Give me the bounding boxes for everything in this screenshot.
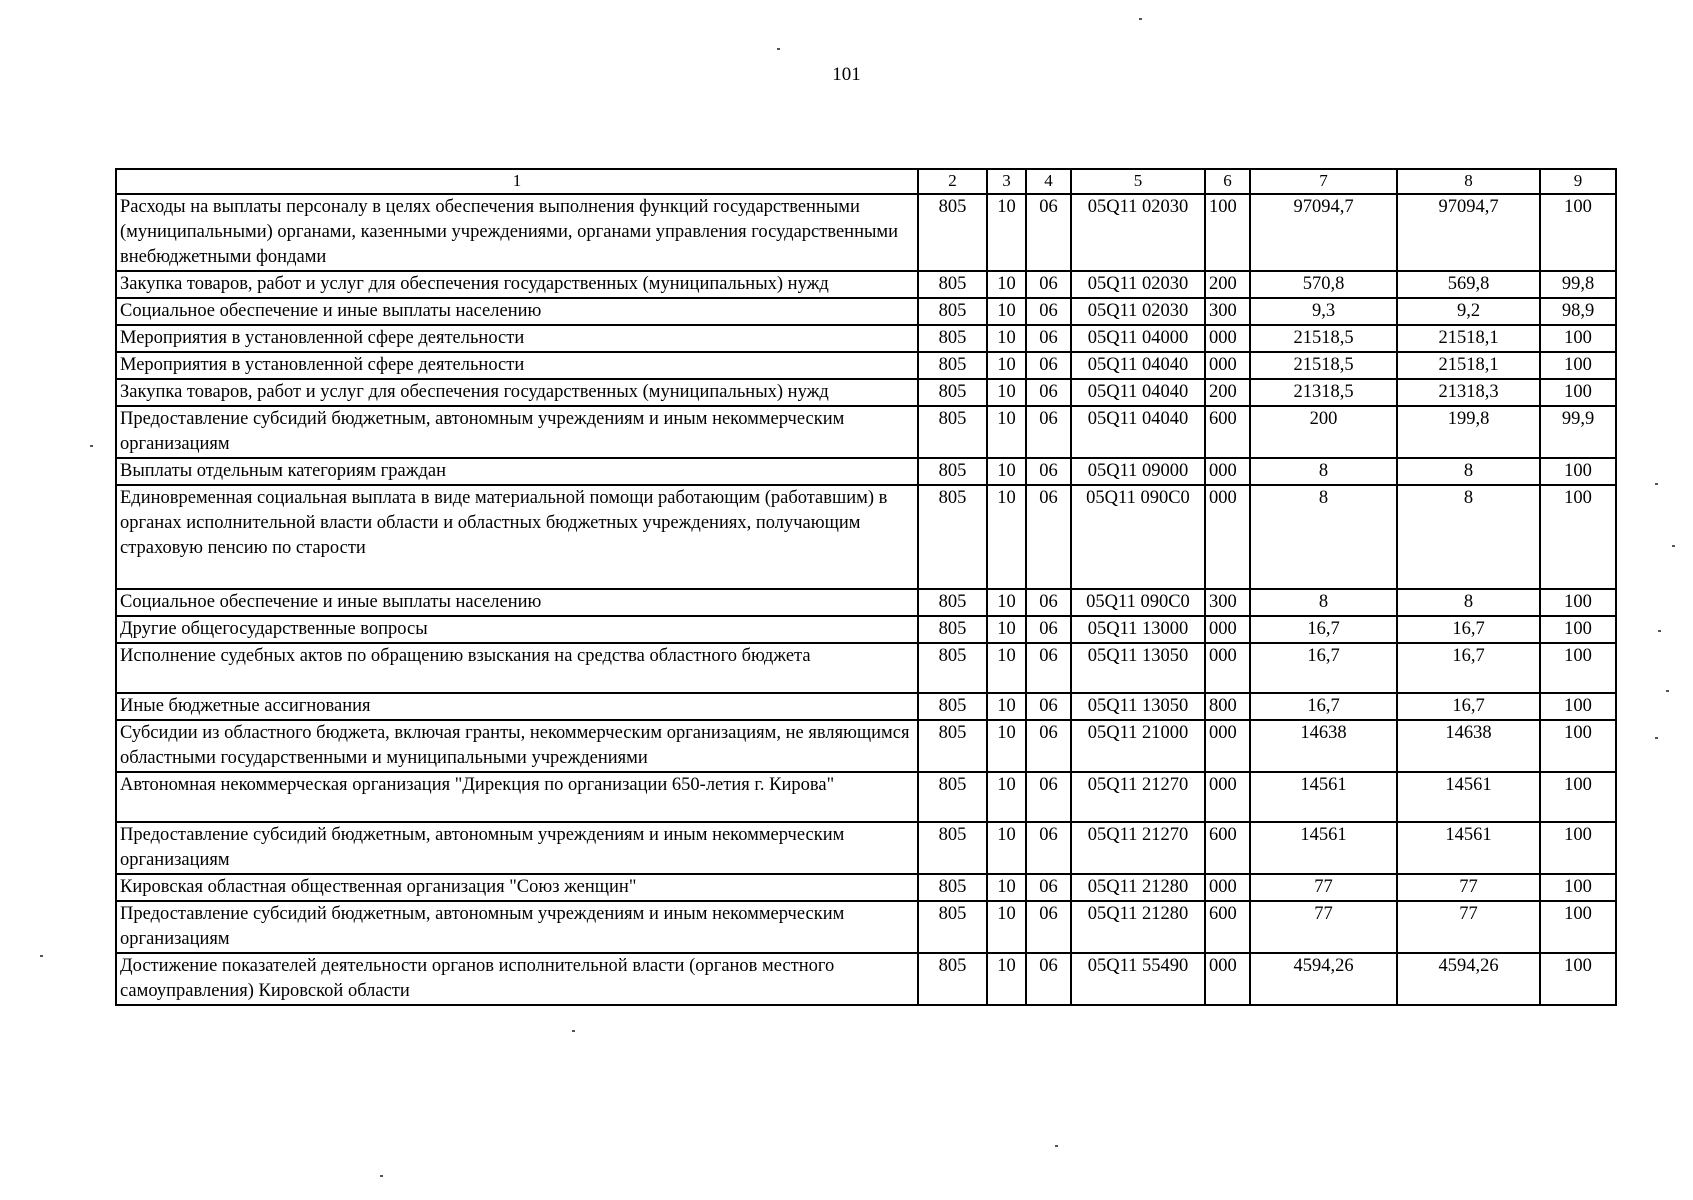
target-article-code-cell: 05Q11 13050 — [1071, 643, 1205, 693]
subsection-code-cell: 06 — [1026, 458, 1071, 485]
item-name-cell: Расходы на выплаты персоналу в целях обеспечения выполнения функций государственными (муниципальными) органами, казенными учреждениями, органами управления государственными внебюджетными фондами — [116, 194, 918, 271]
section-code-cell: 10 — [987, 693, 1026, 720]
executed-amount-cell: 199,8 — [1397, 406, 1540, 458]
section-code-cell: 10 — [987, 271, 1026, 298]
subsection-code-cell: 06 — [1026, 643, 1071, 693]
execution-percent-cell: 99,9 — [1540, 406, 1616, 458]
expense-type-code-cell: 000 — [1205, 643, 1250, 693]
scan-speck — [1655, 483, 1658, 485]
header-cell: 4 — [1026, 169, 1071, 194]
item-name-cell: Закупка товаров, работ и услуг для обеспечения государственных (муниципальных) нужд — [116, 379, 918, 406]
executed-amount-cell: 4594,26 — [1397, 953, 1540, 1005]
expense-type-code-cell: 600 — [1205, 901, 1250, 953]
subsection-code-cell: 06 — [1026, 379, 1071, 406]
planned-amount-cell: 9,3 — [1250, 298, 1397, 325]
header-cell: 6 — [1205, 169, 1250, 194]
execution-percent-cell: 100 — [1540, 693, 1616, 720]
page-number: 101 — [832, 64, 861, 85]
item-name-cell: Автономная некоммерческая организация "Дирекция по организации 650-летия г. Кирова" — [116, 772, 918, 822]
expense-type-code-cell: 300 — [1205, 298, 1250, 325]
subsection-code-cell: 06 — [1026, 589, 1071, 616]
expense-type-code-cell: 800 — [1205, 693, 1250, 720]
expense-type-code-cell: 000 — [1205, 485, 1250, 589]
kvsr-code-cell: 805 — [918, 379, 987, 406]
scan-speck — [1658, 630, 1661, 632]
target-article-code-cell: 05Q11 09000 — [1071, 458, 1205, 485]
executed-amount-cell: 14561 — [1397, 822, 1540, 874]
executed-amount-cell: 16,7 — [1397, 693, 1540, 720]
section-code-cell: 10 — [987, 298, 1026, 325]
expense-type-code-cell: 000 — [1205, 874, 1250, 901]
scan-speck — [40, 955, 43, 957]
planned-amount-cell: 570,8 — [1250, 271, 1397, 298]
section-code-cell: 10 — [987, 485, 1026, 589]
expense-type-code-cell: 000 — [1205, 458, 1250, 485]
item-name-cell: Социальное обеспечение и иные выплаты населению — [116, 589, 918, 616]
kvsr-code-cell: 805 — [918, 874, 987, 901]
table-row — [116, 485, 1616, 589]
target-article-code-cell: 05Q11 13050 — [1071, 693, 1205, 720]
table-row — [116, 271, 1616, 298]
execution-percent-cell: 100 — [1540, 720, 1616, 772]
execution-percent-cell: 100 — [1540, 953, 1616, 1005]
table-row — [116, 406, 1616, 458]
item-name-cell: Кировская областная общественная организация "Союз женщин" — [116, 874, 918, 901]
budget-table — [115, 168, 1617, 1006]
item-name-cell: Иные бюджетные ассигнования — [116, 693, 918, 720]
table-row — [116, 298, 1616, 325]
executed-amount-cell: 77 — [1397, 874, 1540, 901]
planned-amount-cell: 77 — [1250, 874, 1397, 901]
kvsr-code-cell: 805 — [918, 325, 987, 352]
kvsr-code-cell: 805 — [918, 616, 987, 643]
kvsr-code-cell: 805 — [918, 458, 987, 485]
planned-amount-cell: 14561 — [1250, 822, 1397, 874]
table-row — [116, 693, 1616, 720]
table-row — [116, 720, 1616, 772]
executed-amount-cell: 14561 — [1397, 772, 1540, 822]
header-cell: 8 — [1397, 169, 1540, 194]
header-cell: 9 — [1540, 169, 1616, 194]
target-article-code-cell: 05Q11 090C0 — [1071, 485, 1205, 589]
table-row — [116, 589, 1616, 616]
item-name-cell: Мероприятия в установленной сфере деятельности — [116, 352, 918, 379]
expense-type-code-cell: 000 — [1205, 352, 1250, 379]
executed-amount-cell: 8 — [1397, 485, 1540, 589]
planned-amount-cell: 97094,7 — [1250, 194, 1397, 271]
expense-type-code-cell: 000 — [1205, 720, 1250, 772]
table-row — [116, 643, 1616, 693]
executed-amount-cell: 16,7 — [1397, 616, 1540, 643]
target-article-code-cell: 05Q11 21270 — [1071, 772, 1205, 822]
planned-amount-cell: 8 — [1250, 589, 1397, 616]
target-article-code-cell: 05Q11 02030 — [1071, 194, 1205, 271]
section-code-cell: 10 — [987, 772, 1026, 822]
table-row — [116, 822, 1616, 874]
planned-amount-cell: 14561 — [1250, 772, 1397, 822]
subsection-code-cell: 06 — [1026, 772, 1071, 822]
execution-percent-cell: 98,9 — [1540, 298, 1616, 325]
target-article-code-cell: 05Q11 04040 — [1071, 406, 1205, 458]
planned-amount-cell: 21518,5 — [1250, 325, 1397, 352]
executed-amount-cell: 14638 — [1397, 720, 1540, 772]
target-article-code-cell: 05Q11 13000 — [1071, 616, 1205, 643]
table-row — [116, 901, 1616, 953]
kvsr-code-cell: 805 — [918, 194, 987, 271]
kvsr-code-cell: 805 — [918, 352, 987, 379]
execution-percent-cell: 100 — [1540, 458, 1616, 485]
subsection-code-cell: 06 — [1026, 720, 1071, 772]
target-article-code-cell: 05Q11 04000 — [1071, 325, 1205, 352]
execution-percent-cell: 100 — [1540, 485, 1616, 589]
section-code-cell: 10 — [987, 458, 1026, 485]
executed-amount-cell: 569,8 — [1397, 271, 1540, 298]
subsection-code-cell: 06 — [1026, 325, 1071, 352]
planned-amount-cell: 8 — [1250, 458, 1397, 485]
scan-speck — [1055, 1145, 1058, 1147]
expense-type-code-cell: 600 — [1205, 822, 1250, 874]
subsection-code-cell: 06 — [1026, 271, 1071, 298]
section-code-cell: 10 — [987, 643, 1026, 693]
subsection-code-cell: 06 — [1026, 693, 1071, 720]
execution-percent-cell: 100 — [1540, 616, 1616, 643]
kvsr-code-cell: 805 — [918, 643, 987, 693]
target-article-code-cell: 05Q11 04040 — [1071, 379, 1205, 406]
table-row — [116, 352, 1616, 379]
subsection-code-cell: 06 — [1026, 822, 1071, 874]
item-name-cell: Достижение показателей деятельности органов исполнительной власти (органов местного самоуправления) Кировской области — [116, 953, 918, 1005]
planned-amount-cell: 16,7 — [1250, 643, 1397, 693]
header-cell: 5 — [1071, 169, 1205, 194]
planned-amount-cell: 16,7 — [1250, 616, 1397, 643]
section-code-cell: 10 — [987, 874, 1026, 901]
table-body — [116, 194, 1616, 1005]
item-name-cell: Субсидии из областного бюджета, включая гранты, некоммерческим организациям, не являющимся областными государственными и муниципальными учреждениями — [116, 720, 918, 772]
kvsr-code-cell: 805 — [918, 271, 987, 298]
planned-amount-cell: 8 — [1250, 485, 1397, 589]
expense-type-code-cell: 600 — [1205, 406, 1250, 458]
section-code-cell: 10 — [987, 379, 1026, 406]
execution-percent-cell: 100 — [1540, 822, 1616, 874]
subsection-code-cell: 06 — [1026, 874, 1071, 901]
header-cell: 7 — [1250, 169, 1397, 194]
executed-amount-cell: 9,2 — [1397, 298, 1540, 325]
execution-percent-cell: 100 — [1540, 194, 1616, 271]
item-name-cell: Мероприятия в установленной сфере деятельности — [116, 325, 918, 352]
kvsr-code-cell: 805 — [918, 720, 987, 772]
expense-type-code-cell: 200 — [1205, 379, 1250, 406]
kvsr-code-cell: 805 — [918, 953, 987, 1005]
kvsr-code-cell: 805 — [918, 485, 987, 589]
executed-amount-cell: 16,7 — [1397, 643, 1540, 693]
executed-amount-cell: 8 — [1397, 589, 1540, 616]
execution-percent-cell: 100 — [1540, 772, 1616, 822]
section-code-cell: 10 — [987, 822, 1026, 874]
kvsr-code-cell: 805 — [918, 589, 987, 616]
item-name-cell: Предоставление субсидий бюджетным, автономным учреждениям и иным некоммерческим организациям — [116, 901, 918, 953]
planned-amount-cell: 200 — [1250, 406, 1397, 458]
item-name-cell: Исполнение судебных актов по обращению взыскания на средства областного бюджета — [116, 643, 918, 693]
executed-amount-cell: 97094,7 — [1397, 194, 1540, 271]
execution-percent-cell: 100 — [1540, 589, 1616, 616]
subsection-code-cell: 06 — [1026, 298, 1071, 325]
target-article-code-cell: 05Q11 04040 — [1071, 352, 1205, 379]
subsection-code-cell: 06 — [1026, 352, 1071, 379]
subsection-code-cell: 06 — [1026, 406, 1071, 458]
executed-amount-cell: 21318,3 — [1397, 379, 1540, 406]
expense-type-code-cell: 300 — [1205, 589, 1250, 616]
target-article-code-cell: 05Q11 21280 — [1071, 874, 1205, 901]
target-article-code-cell: 05Q11 02030 — [1071, 298, 1205, 325]
scan-speck — [1666, 690, 1669, 692]
section-code-cell: 10 — [987, 325, 1026, 352]
expense-type-code-cell: 000 — [1205, 325, 1250, 352]
item-name-cell: Предоставление субсидий бюджетным, автономным учреждениям и иным некоммерческим организациям — [116, 406, 918, 458]
planned-amount-cell: 21318,5 — [1250, 379, 1397, 406]
header-cell: 2 — [918, 169, 987, 194]
planned-amount-cell: 16,7 — [1250, 693, 1397, 720]
scan-speck — [1672, 545, 1675, 547]
section-code-cell: 10 — [987, 406, 1026, 458]
kvsr-code-cell: 805 — [918, 772, 987, 822]
item-name-cell: Закупка товаров, работ и услуг для обеспечения государственных (муниципальных) нужд — [116, 271, 918, 298]
target-article-code-cell: 05Q11 02030 — [1071, 271, 1205, 298]
execution-percent-cell: 100 — [1540, 325, 1616, 352]
expense-type-code-cell: 000 — [1205, 616, 1250, 643]
kvsr-code-cell: 805 — [918, 693, 987, 720]
table-row — [116, 325, 1616, 352]
section-code-cell: 10 — [987, 720, 1026, 772]
execution-percent-cell: 100 — [1540, 874, 1616, 901]
execution-percent-cell: 100 — [1540, 352, 1616, 379]
executed-amount-cell: 77 — [1397, 901, 1540, 953]
table-row — [116, 458, 1616, 485]
scan-speck — [90, 445, 93, 447]
kvsr-code-cell: 805 — [918, 406, 987, 458]
item-name-cell: Единовременная социальная выплата в виде материальной помощи работающим (работавшим) в органах исполнительной власти области и областных бюджетных учреждениях, получающим страховую пенсию по старости — [116, 485, 918, 589]
planned-amount-cell: 14638 — [1250, 720, 1397, 772]
section-code-cell: 10 — [987, 589, 1026, 616]
header-row — [116, 169, 1616, 194]
table-row — [116, 379, 1616, 406]
executed-amount-cell: 8 — [1397, 458, 1540, 485]
scan-speck — [1655, 737, 1658, 739]
target-article-code-cell: 05Q11 21270 — [1071, 822, 1205, 874]
target-article-code-cell: 05Q11 090C0 — [1071, 589, 1205, 616]
table-row — [116, 772, 1616, 822]
target-article-code-cell: 05Q11 55490 — [1071, 953, 1205, 1005]
subsection-code-cell: 06 — [1026, 485, 1071, 589]
section-code-cell: 10 — [987, 953, 1026, 1005]
table-row — [116, 194, 1616, 271]
item-name-cell: Социальное обеспечение и иные выплаты населению — [116, 298, 918, 325]
scan-speck — [380, 1175, 383, 1177]
item-name-cell: Другие общегосударственные вопросы — [116, 616, 918, 643]
subsection-code-cell: 06 — [1026, 616, 1071, 643]
section-code-cell: 10 — [987, 194, 1026, 271]
section-code-cell: 10 — [987, 901, 1026, 953]
table-row — [116, 874, 1616, 901]
planned-amount-cell: 77 — [1250, 901, 1397, 953]
section-code-cell: 10 — [987, 616, 1026, 643]
table-row — [116, 616, 1616, 643]
scan-speck — [777, 48, 780, 50]
kvsr-code-cell: 805 — [918, 298, 987, 325]
execution-percent-cell: 100 — [1540, 901, 1616, 953]
expense-type-code-cell: 000 — [1205, 953, 1250, 1005]
header-cell: 1 — [116, 169, 918, 194]
scan-speck — [572, 1030, 575, 1032]
subsection-code-cell: 06 — [1026, 901, 1071, 953]
execution-percent-cell: 100 — [1540, 643, 1616, 693]
item-name-cell: Выплаты отдельным категориям граждан — [116, 458, 918, 485]
executed-amount-cell: 21518,1 — [1397, 352, 1540, 379]
expense-type-code-cell: 100 — [1205, 194, 1250, 271]
execution-percent-cell: 100 — [1540, 379, 1616, 406]
subsection-code-cell: 06 — [1026, 953, 1071, 1005]
kvsr-code-cell: 805 — [918, 901, 987, 953]
target-article-code-cell: 05Q11 21280 — [1071, 901, 1205, 953]
kvsr-code-cell: 805 — [918, 822, 987, 874]
target-article-code-cell: 05Q11 21000 — [1071, 720, 1205, 772]
header-cell: 3 — [987, 169, 1026, 194]
section-code-cell: 10 — [987, 352, 1026, 379]
subsection-code-cell: 06 — [1026, 194, 1071, 271]
planned-amount-cell: 21518,5 — [1250, 352, 1397, 379]
table-row — [116, 953, 1616, 1005]
executed-amount-cell: 21518,1 — [1397, 325, 1540, 352]
planned-amount-cell: 4594,26 — [1250, 953, 1397, 1005]
scan-speck — [1139, 18, 1142, 20]
expense-type-code-cell: 200 — [1205, 271, 1250, 298]
expense-type-code-cell: 000 — [1205, 772, 1250, 822]
item-name-cell: Предоставление субсидий бюджетным, автономным учреждениям и иным некоммерческим организациям — [116, 822, 918, 874]
execution-percent-cell: 99,8 — [1540, 271, 1616, 298]
